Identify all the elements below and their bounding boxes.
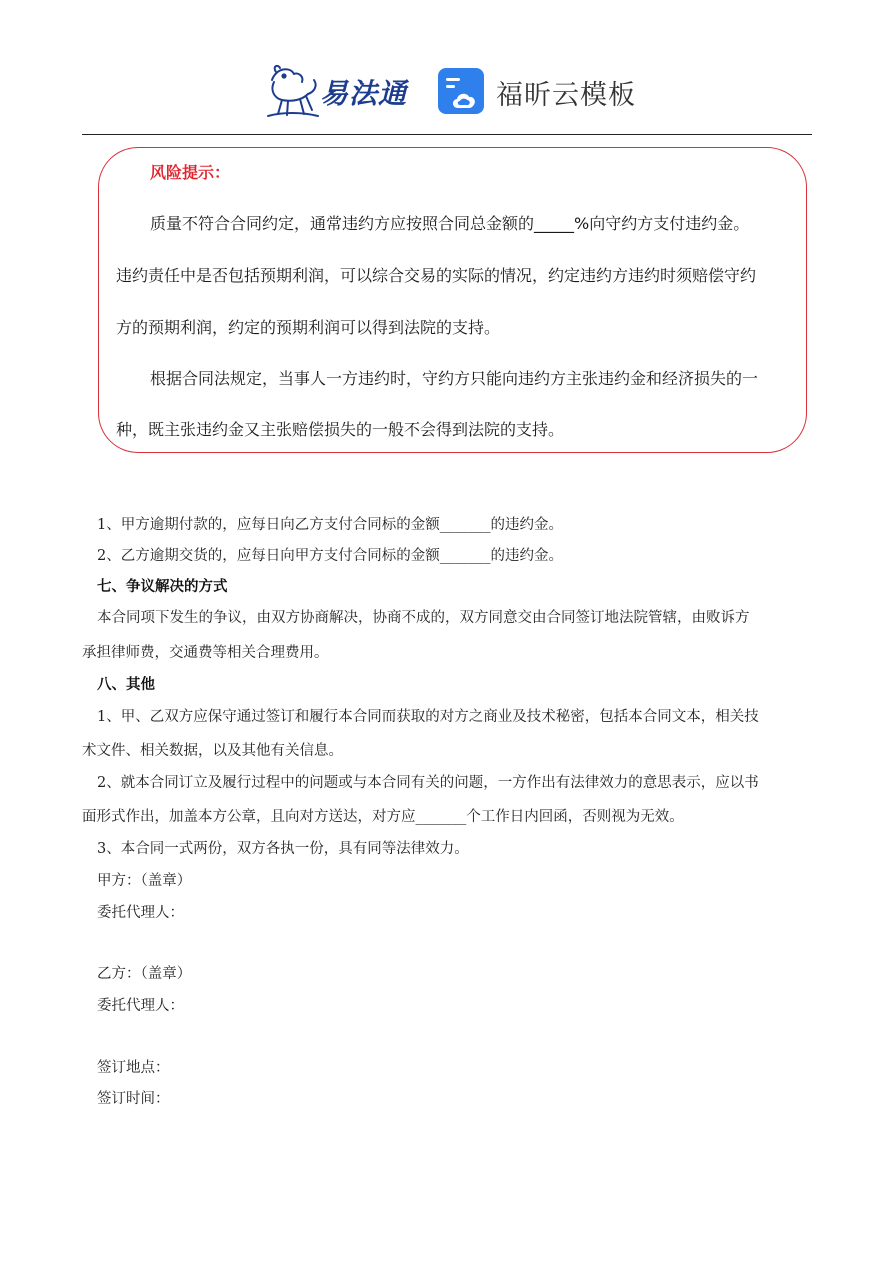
sign-place-label: 签订地点： <box>97 1060 170 1076</box>
clause-paragraph: 1、甲、乙双方应保守通过签订和履行本合同而获取的对方之商业及技术秘密，包括本合同文本，相关技 <box>97 709 759 725</box>
sign-time-label: 签订时间： <box>97 1091 170 1107</box>
fuxin-template-logo <box>436 66 646 118</box>
party-b-agent-label: 委托代理人： <box>97 998 184 1014</box>
party-a-agent-label: 委托代理人： <box>97 905 184 921</box>
clause-paragraph: 2、乙方逾期交货的，应每日向甲方支付合同标的金额_______的违约金。 <box>97 548 563 564</box>
clause-paragraph: 面形式作出，加盖本方公章，且向对方送达，对方应_______个工作日内回函，否则视为无效。 <box>82 809 684 825</box>
qilin-mascot-icon <box>262 62 322 120</box>
party-a-seal-label: 甲方：（盖章） <box>97 873 192 889</box>
yifatong-logo-text: 易法通 <box>320 77 408 110</box>
section-heading: 八、其他 <box>97 676 155 693</box>
risk-notice-line: 根据合同法规定，当事人一方违约时，守约方只能向违约方主张违约金和经济损失的一 <box>150 369 759 388</box>
clause-paragraph: 本合同项下发生的争议，由双方协商解决，协商不成的，双方同意交由合同签订地法院管辖，由败诉方 <box>97 610 750 626</box>
risk-notice-line: 违约责任中是否包括预期利润，可以综合交易的实际的情况，约定违约方违约时须赔偿守约 <box>116 266 757 285</box>
fuxin-logo-text: 福昕云模板 <box>496 80 636 111</box>
clause-paragraph: 承担律师费，交通费等相关合理费用。 <box>82 645 329 661</box>
header-divider <box>82 134 812 135</box>
section-heading: 七、争议解决的方式 <box>97 578 228 595</box>
clause-paragraph: 3、本合同一式两份，双方各执一份，具有同等法律效力。 <box>97 841 469 857</box>
risk-notice-box <box>98 147 807 453</box>
clause-paragraph: 2、就本合同订立及履行过程中的问题或与本合同有关的问题，一方作出有法律效力的意思表示，应以书 <box>97 775 759 791</box>
risk-notice-title: 风险提示： <box>150 163 231 182</box>
yifatong-logo <box>262 62 417 120</box>
clause-paragraph: 1、甲方逾期付款的，应每日向乙方支付合同标的金额_______的违约金。 <box>97 517 563 533</box>
risk-notice-line: 质量不符合合同约定，通常违约方应按照合同总金额的_____%向守约方支付违约金。 <box>150 214 750 233</box>
page-header <box>0 0 893 135</box>
clause-paragraph: 术文件、相关数据，以及其他有关信息。 <box>82 743 343 759</box>
risk-notice-line: 种，既主张违约金又主张赔偿损失的一般不会得到法院的支持。 <box>116 420 565 439</box>
risk-notice-line: 方的预期利润，约定的预期利润可以得到法院的支持。 <box>116 318 501 337</box>
party-b-seal-label: 乙方：（盖章） <box>97 966 192 982</box>
fuxin-cloud-doc-icon <box>436 66 488 118</box>
